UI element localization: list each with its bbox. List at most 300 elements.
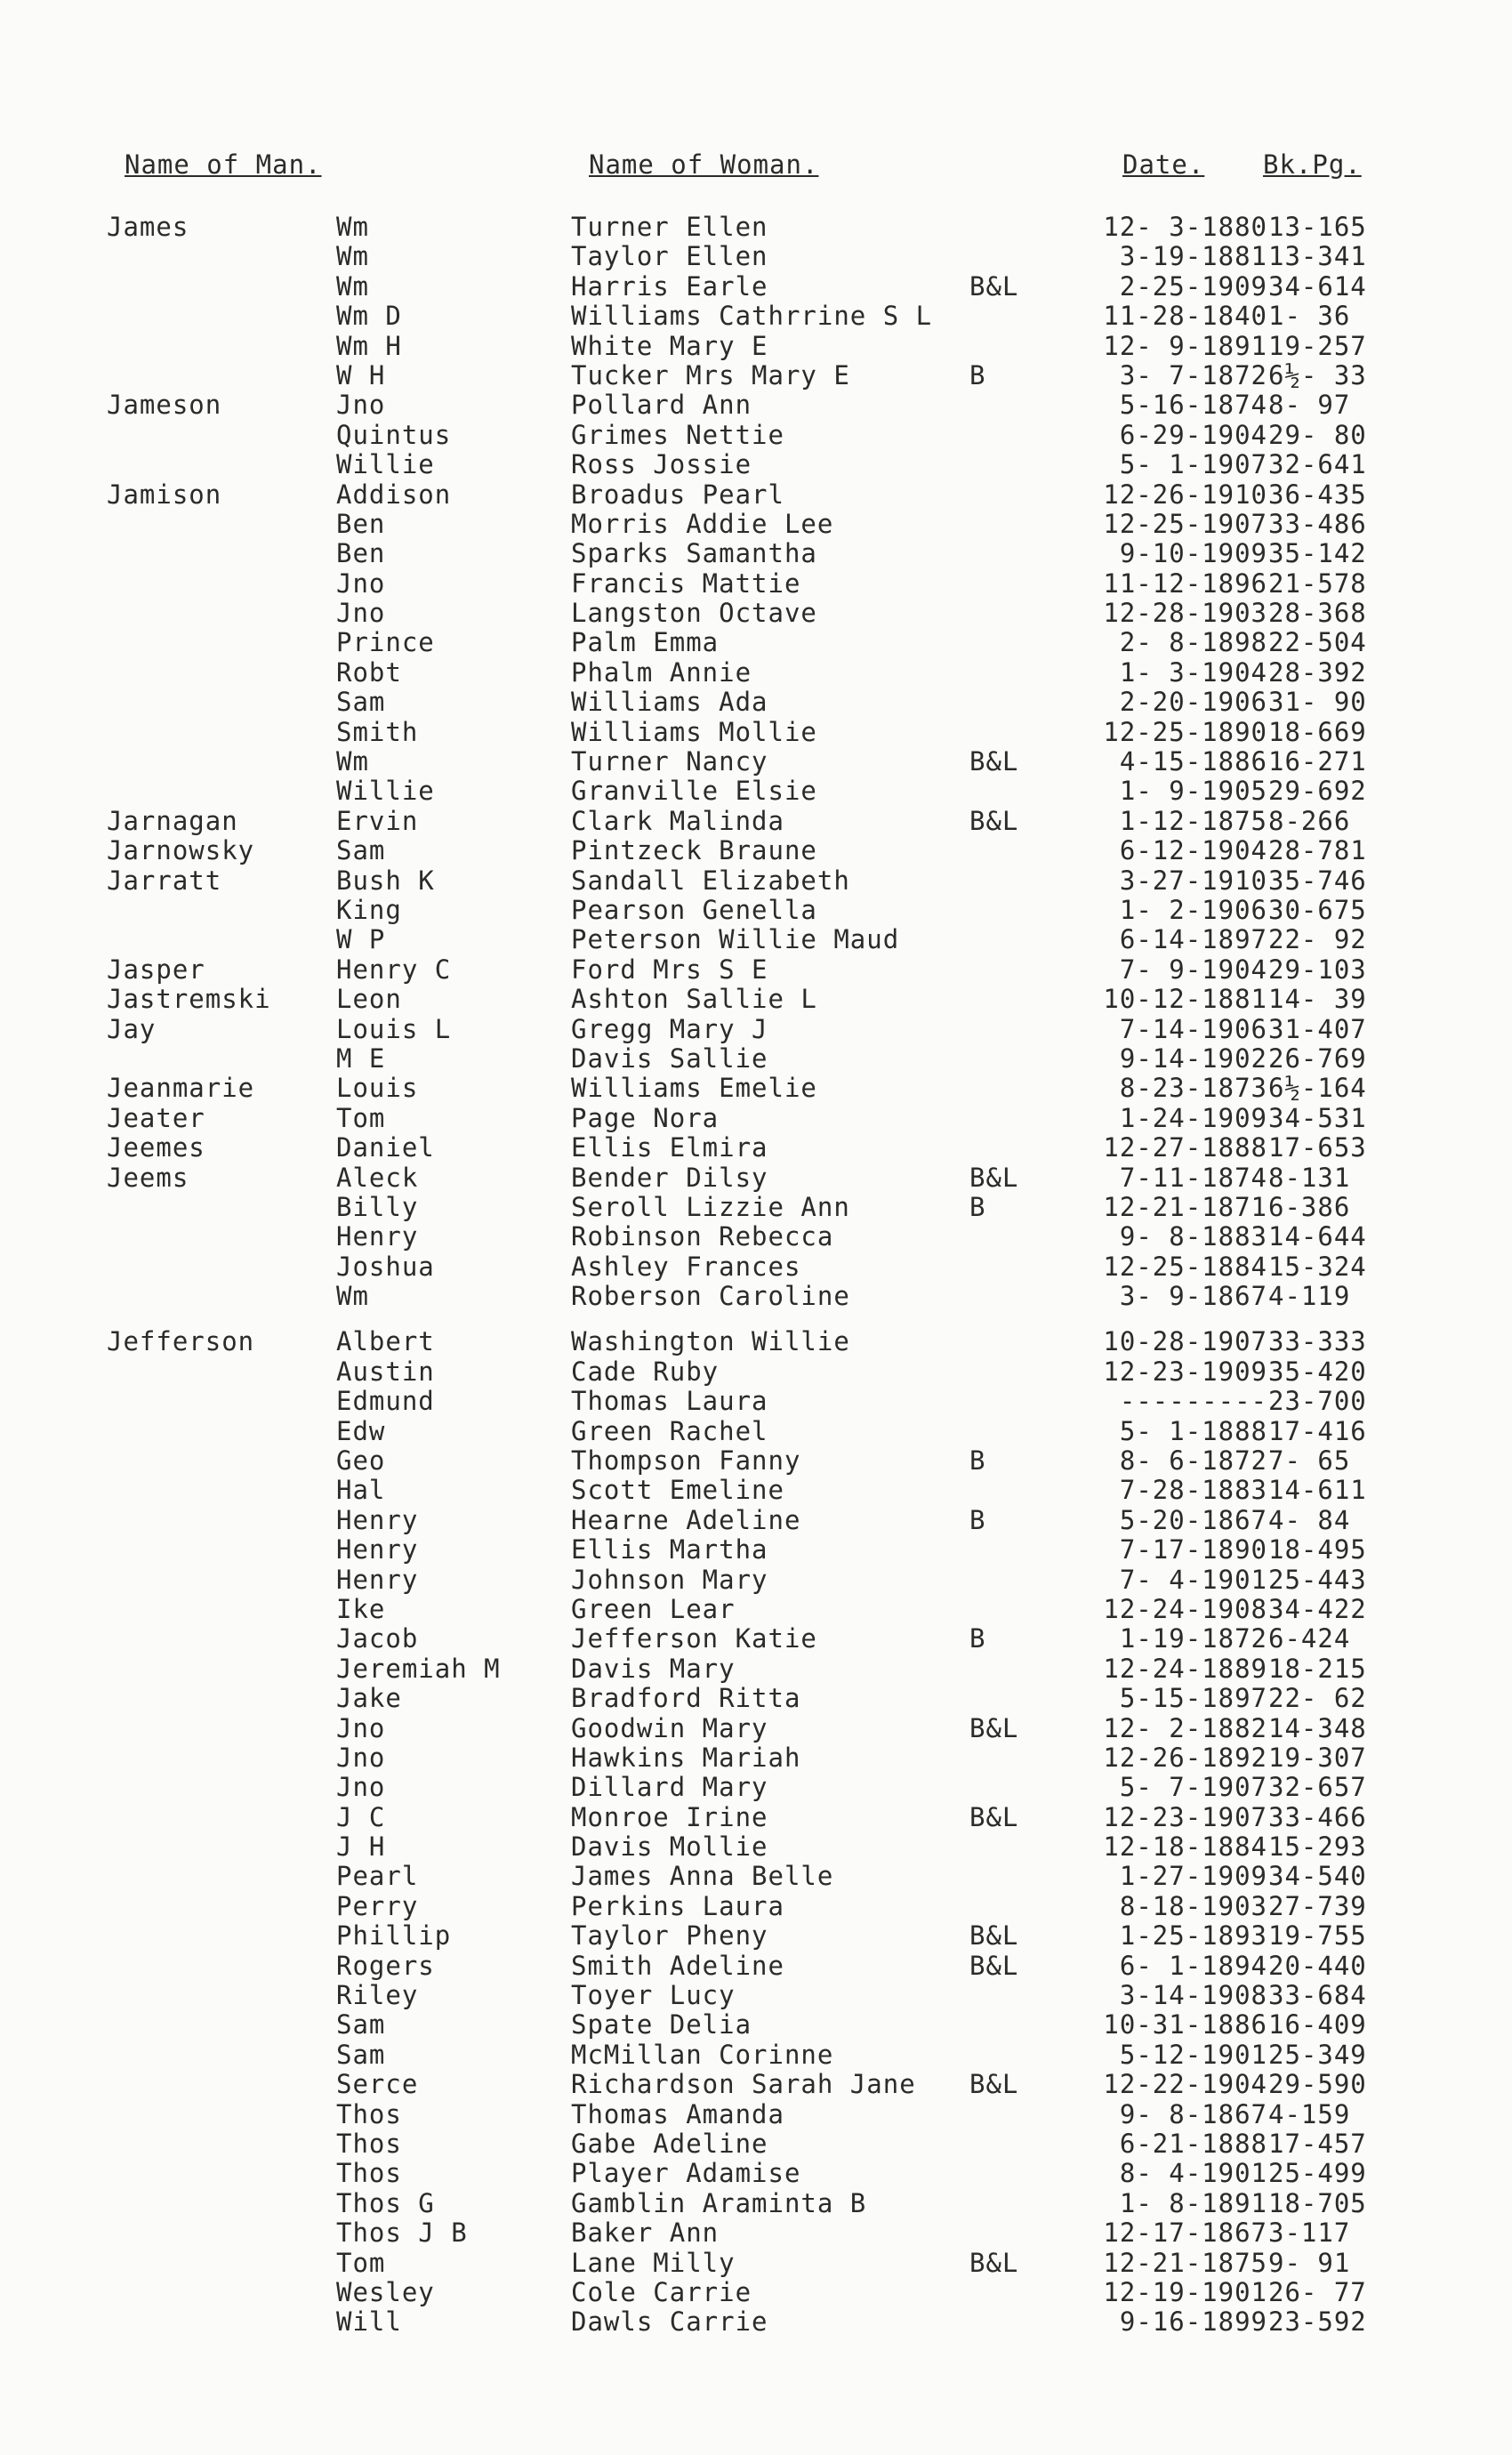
record-row (0, 1534, 1512, 1564)
marriage-date: 6- 1-1894 (1119, 1950, 1267, 1981)
man-given-name: Sam (336, 687, 386, 718)
book-page: 1- 36 (1268, 301, 1351, 332)
marriage-date: 4-15-1886 (1119, 746, 1267, 777)
marriage-date: 2-25-1909 (1119, 270, 1267, 302)
record-row (0, 271, 1512, 301)
woman-name: Turner Nancy (571, 746, 768, 777)
marriage-date: 5- 1-1907 (1119, 449, 1267, 480)
woman-name: Thompson Fanny (571, 1445, 801, 1477)
man-given-name: Phillip (336, 1920, 452, 1952)
record-row (0, 1281, 1512, 1310)
marriage-date: 9-10-1909 (1119, 538, 1267, 569)
woman-name: Pearson Genella (571, 894, 817, 925)
marriage-date: 12-26-1910 (1103, 479, 1267, 510)
record-row (0, 1221, 1512, 1251)
man-given-name: J H (336, 1831, 386, 1863)
record-row (0, 865, 1512, 895)
marriage-date: 12-24-1908 (1103, 1593, 1267, 1624)
record-row (0, 1073, 1512, 1102)
man-given-name: King (336, 894, 402, 925)
man-given-name: Henry C (336, 954, 452, 985)
marriage-date: 5-15-1897 (1119, 1683, 1267, 1714)
record-row (0, 1043, 1512, 1073)
man-given-name: Serce (336, 2069, 419, 2100)
record-row (0, 657, 1512, 687)
man-given-name: Perry (336, 1890, 419, 1921)
man-given-name: Aleck (336, 1162, 419, 1193)
woman-name: Pintzeck Braune (571, 835, 817, 866)
man-given-name: J C (336, 1801, 386, 1832)
man-given-name: Austin (336, 1356, 435, 1387)
man-given-name: Sam (336, 2009, 386, 2040)
marriage-date: 6-12-1904 (1119, 835, 1267, 866)
marriage-date: 11-12-1896 (1103, 567, 1267, 599)
book-page: 3-117 (1268, 2218, 1351, 2249)
man-given-name: Will (336, 2306, 402, 2338)
woman-name: Player Adamise (571, 2158, 801, 2189)
book-page: 33-333 (1268, 1326, 1367, 1357)
book-page: 34-531 (1268, 1102, 1367, 1133)
woman-name: Ellis Martha (571, 1534, 768, 1566)
marriage-date: 12-23-1907 (1103, 1801, 1267, 1832)
man-surname: Jeems (107, 1162, 189, 1193)
woman-name: Toyer Lucy (571, 1980, 736, 2011)
book-page: 15-324 (1268, 1251, 1367, 1282)
man-given-name: Joshua (336, 1251, 435, 1282)
woman-name: Seroll Lizzie Ann (571, 1191, 850, 1222)
book-page: 13-341 (1268, 241, 1367, 272)
man-given-name: Sam (336, 835, 386, 866)
man-given-name: Wesley (336, 2276, 435, 2307)
marriage-date: 12-18-1884 (1103, 1831, 1267, 1863)
book-page: 9- 91 (1268, 2247, 1351, 2278)
book-page: 19-257 (1268, 330, 1367, 361)
marriage-date: 1- 3-1904 (1119, 656, 1267, 688)
book-page: 29-103 (1268, 954, 1367, 985)
marriage-date: 9-14-1902 (1119, 1042, 1267, 1074)
record-row (0, 1386, 1512, 1415)
woman-name: Ross Jossie (571, 449, 752, 480)
record-row (0, 687, 1512, 716)
man-given-name: Prince (336, 627, 435, 658)
marriage-date: 7- 9-1904 (1119, 954, 1267, 985)
book-page: 14- 39 (1268, 984, 1367, 1015)
marriage-date: 2- 8-1898 (1119, 627, 1267, 658)
record-row (0, 390, 1512, 419)
marriage-date: 7-14-1906 (1119, 1013, 1267, 1044)
record-note: B&L (969, 1162, 1019, 1193)
marriage-date: 1- 2-1906 (1119, 894, 1267, 925)
book-page: 6½-164 (1268, 1073, 1367, 1104)
man-given-name: Louis L (336, 1013, 452, 1044)
man-given-name: Edmund (336, 1386, 435, 1417)
record-row (0, 1743, 1512, 1772)
record-row (0, 1132, 1512, 1162)
woman-name: White Mary E (571, 330, 768, 361)
man-given-name: Geo (336, 1445, 386, 1477)
woman-name: Thomas Amanda (571, 2098, 784, 2129)
man-given-name: Henry (336, 1504, 419, 1535)
book-page: 31-407 (1268, 1013, 1367, 1044)
marriage-date: 1-19-1872 (1119, 1623, 1267, 1654)
book-page: 4-119 (1268, 1281, 1351, 1312)
marriage-date: --------- (1119, 1386, 1267, 1417)
marriage-date: 5-12-1901 (1119, 2039, 1267, 2070)
man-given-name: Addison (336, 479, 452, 510)
woman-name: Taylor Pheny (571, 1920, 768, 1952)
man-given-name: Rogers (336, 1950, 435, 1981)
record-row (0, 1713, 1512, 1743)
record-row (0, 895, 1512, 924)
marriage-date: 10-28-1907 (1103, 1326, 1267, 1357)
book-page: 25-499 (1268, 2158, 1367, 2189)
record-note: B (969, 1445, 986, 1477)
marriage-date: 12- 9-1891 (1103, 330, 1267, 361)
book-page: 27-739 (1268, 1890, 1367, 1921)
woman-name: Monroe Irine (571, 1801, 768, 1832)
book-page: 14-348 (1268, 1712, 1367, 1743)
book-page: 14-611 (1268, 1475, 1367, 1506)
book-page: 14-644 (1268, 1221, 1367, 1252)
woman-name: Roberson Caroline (571, 1281, 850, 1312)
book-page: 28-368 (1268, 598, 1367, 629)
marriage-date: 1- 8-1891 (1119, 2187, 1267, 2218)
man-given-name: Henry (336, 1534, 419, 1566)
man-surname: Jastremski (107, 984, 271, 1015)
man-given-name: Wm (336, 746, 369, 777)
woman-name: Grimes Nettie (571, 419, 784, 450)
man-given-name: Thos (336, 2098, 402, 2129)
book-page: 32-657 (1268, 1772, 1367, 1803)
man-given-name: Sam (336, 2039, 386, 2070)
man-given-name: Henry (336, 1564, 419, 1595)
record-row (0, 360, 1512, 390)
record-row (0, 2188, 1512, 2218)
record-row (0, 2009, 1512, 2039)
book-page: 29-590 (1268, 2069, 1367, 2100)
woman-name: Davis Mollie (571, 1831, 768, 1863)
man-given-name: Jno (336, 598, 386, 629)
record-row (0, 2248, 1512, 2277)
man-given-name: Jacob (336, 1623, 419, 1654)
record-note: B&L (969, 746, 1019, 777)
record-row (0, 954, 1512, 984)
record-note: B (969, 1504, 986, 1535)
woman-name: Washington Willie (571, 1326, 850, 1357)
marriage-date: 7- 4-1901 (1119, 1564, 1267, 1595)
woman-name: Langston Octave (571, 598, 817, 629)
woman-name: Sandall Elizabeth (571, 865, 850, 896)
record-row (0, 1980, 1512, 2009)
marriage-date: 5-16-1874 (1119, 390, 1267, 421)
woman-name: Cade Ruby (571, 1356, 720, 1387)
man-given-name: Tom (336, 2247, 386, 2278)
book-page: 36-435 (1268, 479, 1367, 510)
record-row (0, 1252, 1512, 1281)
man-given-name: Jno (336, 567, 386, 599)
record-row (0, 1861, 1512, 1890)
book-page: 8-266 (1268, 805, 1351, 836)
record-row (0, 2040, 1512, 2069)
man-given-name: Willie (336, 449, 435, 480)
woman-name: Scott Emeline (571, 1475, 784, 1506)
book-page: 18-669 (1268, 716, 1367, 747)
man-given-name: W H (336, 359, 386, 390)
marriage-date: 7-28-1883 (1119, 1475, 1267, 1506)
record-row (0, 509, 1512, 538)
record-note: B&L (969, 1712, 1019, 1743)
record-row (0, 835, 1512, 865)
woman-name: Jefferson Katie (571, 1623, 817, 1654)
woman-name: Hawkins Mariah (571, 1742, 801, 1773)
man-given-name: Thos J B (336, 2218, 468, 2249)
record-row (0, 776, 1512, 805)
marriage-date: 6-21-1888 (1119, 2129, 1267, 2159)
marriage-date: 1- 9-1905 (1119, 776, 1267, 807)
record-row (0, 627, 1512, 656)
man-given-name: Wm D (336, 301, 402, 332)
woman-name: Green Lear (571, 1593, 736, 1624)
marriage-date: 1-27-1909 (1119, 1861, 1267, 1892)
book-page: 19-755 (1268, 1920, 1367, 1952)
record-row (0, 2069, 1512, 2098)
record-row (0, 1326, 1512, 1356)
man-given-name: Pearl (336, 1861, 419, 1892)
record-row (0, 1356, 1512, 1386)
marriage-date: 7-17-1890 (1119, 1534, 1267, 1566)
record-note: B&L (969, 2247, 1019, 2278)
woman-name: Perkins Laura (571, 1890, 784, 1921)
woman-name: Johnson Mary (571, 1564, 768, 1595)
book-page: 28-392 (1268, 656, 1367, 688)
woman-name: Goodwin Mary (571, 1712, 768, 1743)
man-given-name: Robt (336, 656, 402, 688)
record-row (0, 984, 1512, 1013)
book-page: 29- 80 (1268, 419, 1367, 450)
woman-name: Green Rachel (571, 1415, 768, 1446)
book-page: 25-349 (1268, 2039, 1367, 2070)
record-row (0, 1683, 1512, 1712)
man-given-name: Tom (336, 1102, 386, 1133)
book-page: 34-540 (1268, 1861, 1367, 1892)
woman-name: Ashley Frances (571, 1251, 801, 1282)
record-row (0, 1445, 1512, 1475)
marriage-date: 12-25-1884 (1103, 1251, 1267, 1282)
marriage-date: 3-14-1908 (1119, 1980, 1267, 2011)
record-row (0, 2158, 1512, 2187)
book-page: 26- 77 (1268, 2276, 1367, 2307)
record-row (0, 2218, 1512, 2247)
woman-name: Page Nora (571, 1102, 720, 1133)
man-given-name: Wm (336, 1281, 369, 1312)
woman-name: Davis Mary (571, 1653, 736, 1684)
man-given-name: Albert (336, 1326, 435, 1357)
header-date: Date. (1122, 149, 1205, 180)
book-page: 33-466 (1268, 1801, 1367, 1832)
book-page: 31- 90 (1268, 687, 1367, 718)
header-name-of-man: Name of Man. (125, 149, 322, 180)
man-given-name: Wm (336, 212, 369, 242)
record-row (0, 806, 1512, 835)
book-page: 32-641 (1268, 449, 1367, 480)
man-surname: Jeanmarie (107, 1073, 255, 1104)
woman-name: Dawls Carrie (571, 2306, 768, 2338)
book-page: 25-443 (1268, 1564, 1367, 1595)
book-page: 8-131 (1268, 1162, 1351, 1193)
woman-name: Davis Sallie (571, 1042, 768, 1074)
woman-name: Dillard Mary (571, 1772, 768, 1803)
book-page: 17-416 (1268, 1415, 1367, 1446)
marriage-date: 12-19-1901 (1103, 2276, 1267, 2307)
man-given-name: Thos (336, 2158, 402, 2189)
woman-name: Gabe Adeline (571, 2129, 768, 2159)
man-surname: Jay (107, 1013, 157, 1044)
marriage-date: 5-20-1867 (1119, 1504, 1267, 1535)
marriage-date: 12-26-1892 (1103, 1742, 1267, 1773)
book-page: 6-386 (1268, 1191, 1351, 1222)
book-page: 21-578 (1268, 567, 1367, 599)
marriage-date: 1-25-1893 (1119, 1920, 1267, 1952)
record-row (0, 2099, 1512, 2129)
record-note: B&L (969, 2069, 1019, 2100)
woman-name: Williams Mollie (571, 716, 817, 747)
woman-name: Hearne Adeline (571, 1504, 801, 1535)
record-row (0, 1014, 1512, 1043)
man-given-name: Willie (336, 776, 435, 807)
woman-name: Pollard Ann (571, 390, 752, 421)
woman-name: Ford Mrs S E (571, 954, 768, 985)
man-given-name: Riley (336, 1980, 419, 2011)
man-given-name: Wm (336, 270, 369, 302)
woman-name: Richardson Sarah Jane (571, 2069, 916, 2100)
record-row (0, 1951, 1512, 1980)
record-row (0, 1103, 1512, 1132)
woman-name: Williams Emelie (571, 1073, 817, 1104)
record-row (0, 1475, 1512, 1504)
marriage-date: 12-21-1871 (1103, 1191, 1267, 1222)
woman-name: Broadus Pearl (571, 479, 784, 510)
woman-name: Gregg Mary J (571, 1013, 768, 1044)
marriage-date: 8- 4-1901 (1119, 2158, 1267, 2189)
record-row (0, 1802, 1512, 1831)
man-given-name: Jno (336, 390, 386, 421)
woman-name: Tucker Mrs Mary E (571, 359, 850, 390)
man-given-name: W P (336, 924, 386, 955)
book-page: 18-215 (1268, 1653, 1367, 1684)
record-row (0, 924, 1512, 954)
marriage-date: 10-31-1886 (1103, 2009, 1267, 2040)
woman-name: Ellis Elmira (571, 1132, 768, 1163)
man-given-name: Billy (336, 1191, 419, 1222)
record-row (0, 1623, 1512, 1653)
record-row (0, 1772, 1512, 1801)
woman-name: Francis Mattie (571, 567, 801, 599)
book-page: 34-614 (1268, 270, 1367, 302)
record-row (0, 301, 1512, 330)
man-given-name: Jeremiah M (336, 1653, 501, 1684)
man-given-name: Wm H (336, 330, 402, 361)
man-given-name: M E (336, 1042, 386, 1074)
marriage-date: 7-11-1874 (1119, 1162, 1267, 1193)
woman-name: Robinson Rebecca (571, 1221, 834, 1252)
record-row (0, 2306, 1512, 2336)
book-page: 30-675 (1268, 894, 1367, 925)
marriage-date: 12-28-1903 (1103, 598, 1267, 629)
man-given-name: Ben (336, 538, 386, 569)
marriage-date: 3-27-1910 (1119, 865, 1267, 896)
book-page: 29-692 (1268, 776, 1367, 807)
marriage-date: 8-23-1873 (1119, 1073, 1267, 1104)
woman-name: Thomas Laura (571, 1386, 768, 1417)
man-surname: Jarnowsky (107, 835, 255, 866)
man-given-name: Louis (336, 1073, 419, 1104)
woman-name: McMillan Corinne (571, 2039, 834, 2070)
man-given-name: Leon (336, 984, 402, 1015)
marriage-date: 12-24-1889 (1103, 1653, 1267, 1684)
marriage-date: 12-21-1875 (1103, 2247, 1267, 2278)
header-name-of-woman: Name of Woman. (589, 149, 819, 180)
marriage-date: 10-12-1881 (1103, 984, 1267, 1015)
record-note: B&L (969, 805, 1019, 836)
marriage-date: 5- 1-1888 (1119, 1415, 1267, 1446)
marriage-date: 11-28-1840 (1103, 301, 1267, 332)
record-row (0, 1565, 1512, 1594)
book-page: 6-424 (1268, 1623, 1351, 1654)
record-row (0, 568, 1512, 598)
record-note: B&L (969, 1920, 1019, 1952)
marriage-date: 1-12-1875 (1119, 805, 1267, 836)
man-given-name: Jake (336, 1683, 402, 1714)
marriage-date: 6-29-1904 (1119, 419, 1267, 450)
man-given-name: Henry (336, 1221, 419, 1252)
man-given-name: Jno (336, 1742, 386, 1773)
man-given-name: Bush K (336, 865, 435, 896)
man-given-name: Edw (336, 1415, 386, 1446)
woman-name: James Anna Belle (571, 1861, 834, 1892)
record-note: B (969, 359, 986, 390)
book-page: 33-486 (1268, 508, 1367, 539)
book-page: 16-409 (1268, 2009, 1367, 2040)
man-given-name: Smith (336, 716, 419, 747)
book-page: 7- 65 (1268, 1445, 1351, 1477)
book-page: 34-422 (1268, 1593, 1367, 1624)
record-row (0, 717, 1512, 746)
man-given-name: Ike (336, 1593, 386, 1624)
record-row (0, 1920, 1512, 1950)
book-page: 33-684 (1268, 1980, 1367, 2011)
woman-name: Williams Cathrrine S L (571, 301, 933, 332)
record-row (0, 331, 1512, 360)
book-page: 17-457 (1268, 2129, 1367, 2159)
record-note: B&L (969, 1801, 1019, 1832)
marriage-date: 12- 3-1880 (1103, 212, 1267, 242)
man-surname: Jameson (107, 390, 222, 421)
man-given-name: Hal (336, 1475, 386, 1506)
record-row (0, 449, 1512, 479)
man-given-name: Quintus (336, 419, 452, 450)
book-page: 4-159 (1268, 2098, 1351, 2129)
marriage-date: 3-19-1881 (1119, 241, 1267, 272)
book-page: 28-781 (1268, 835, 1367, 866)
man-surname: Jeater (107, 1102, 205, 1133)
book-page: 18-705 (1268, 2187, 1367, 2218)
book-page: 22-504 (1268, 627, 1367, 658)
book-page: 19-307 (1268, 1742, 1367, 1773)
marriage-date: 5- 7-1907 (1119, 1772, 1267, 1803)
marriage-date: 12-22-1904 (1103, 2069, 1267, 2100)
marriage-date: 3- 7-1872 (1119, 359, 1267, 390)
woman-name: Williams Ada (571, 687, 768, 718)
